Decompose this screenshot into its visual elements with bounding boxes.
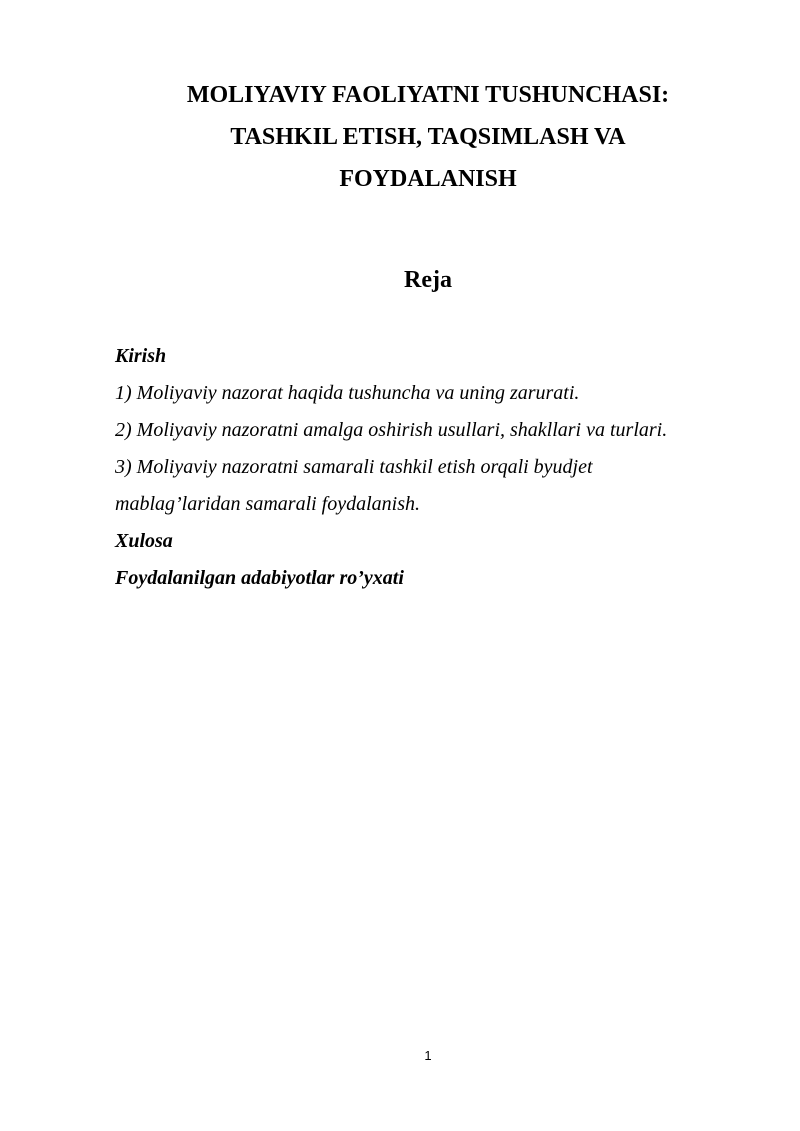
document-title [100, 74, 756, 200]
plan-list [115, 338, 755, 597]
plan-conclusion: Xulosa [115, 530, 173, 552]
title-line-3: FOYDALANISH [339, 166, 517, 192]
plan-item-3-line-1: 3) Moliyaviy nazoratni samarali tashkil etish orqali byudjet [115, 456, 593, 478]
page-number: 1 [424, 1048, 432, 1063]
plan-heading: Reja [404, 267, 452, 293]
title-line-2: TASHKIL ETISH, TAQSIMLASH VA [230, 124, 626, 150]
plan-item-3-line-2: mablag’laridan samarali foydalanish. [115, 493, 421, 515]
plan-references: Foydalanilgan adabiyotlar ro’yxati [115, 567, 404, 589]
plan-item-1: 1) Moliyaviy nazorat haqida tushuncha va uning zarurati. [115, 382, 580, 404]
plan-intro: Kirish [115, 345, 167, 367]
title-line-1: MOLIYAVIY FAOLIYATNI TUSHUNCHASI: [186, 82, 670, 108]
plan-item-2: 2) Moliyaviy nazoratni amalga oshirish usullari, shakllari va turlari. [115, 419, 668, 441]
